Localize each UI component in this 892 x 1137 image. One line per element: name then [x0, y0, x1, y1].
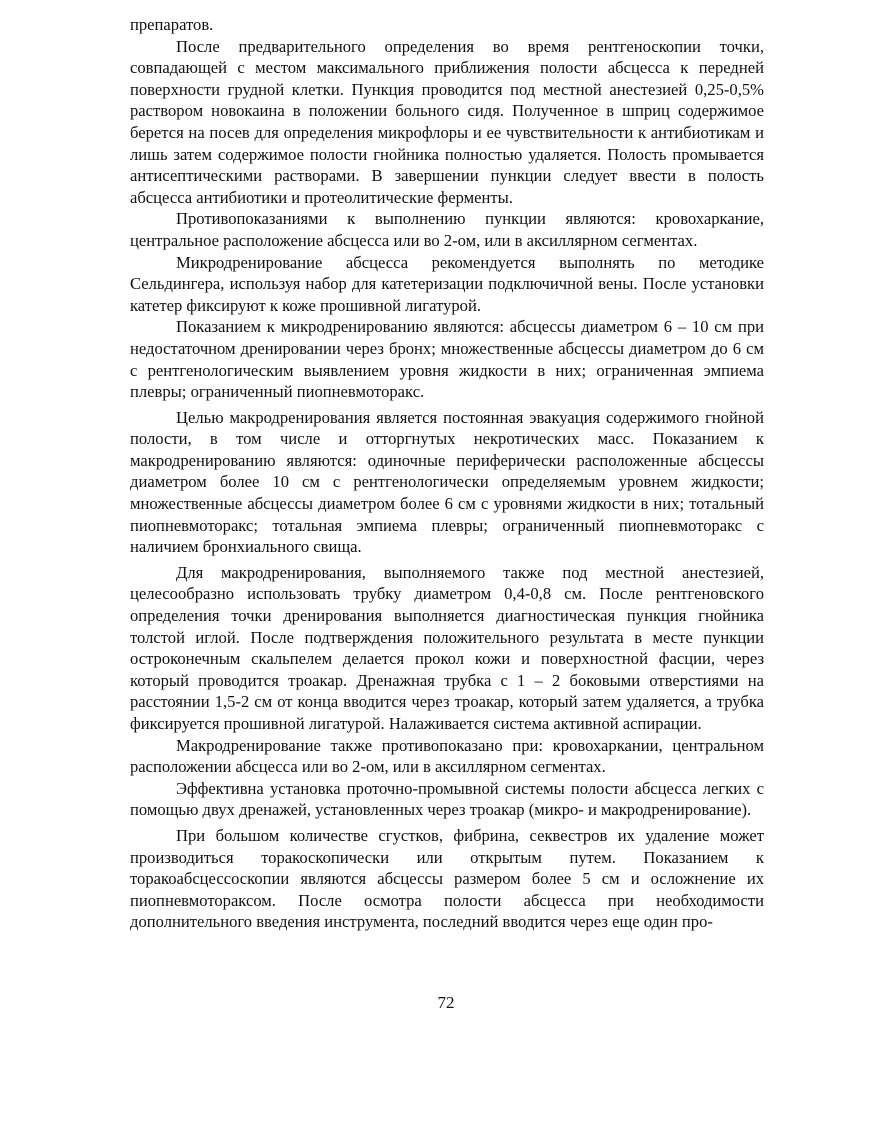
paragraph-microdrainage-indications: Показанием к микродренированию являются: абсцессы диаметром 6 – 10 см при недостаточном дренировании через бронх; множественные абсцессы диаметром до 6 см с рентгенологическим выявлением уровня жидкости в них; ограниченная эмпиема плевры; ограниченный пиопневмоторакс. [130, 317, 764, 402]
paragraph-flow-irrigation-system: Эффективна установка проточно-промывной системы полости абсцесса легких с помощью двух дренажей, установленных через троакар (микро- и макродренирование). [130, 778, 764, 820]
paragraph-macrodrainage-technique: Для макродренирования, выполняемого также под местной анестезией, целесообразно использовать трубку диаметром 0,4-0,8 см. После рентгеновского определения точки дренирования выполняется диагностическая пункция гнойника толстой иглой. После подтверждения положительного результата в месте пункции остроконечным скальпелем делается прокол кожи и поверхностной фасции, через который проводится троакар. Дренажная трубка с 1 – 2 боковыми отверстиями на расстоянии 1,5-2 см от конца вводится через троакар, который затем удаляется, а трубка фиксируется прошивной лигатурой. Налаживается система активной аспирации. [130, 562, 764, 733]
paragraph-continuation: препаратов. [130, 15, 214, 34]
paragraph-thoracoscopy: При большом количестве сгустков, фибрина, секвестров их удаление может производиться торакоскопически или открытым путем. Показанием к торакоабсцессоскопии являются абсцессы размером более 5 см и осложнение их пиопневмотораксом. После осмотра полости абсцесса при необходимости дополнительного введения инструмента, последний вводится через еще один про- [130, 825, 764, 932]
paragraph-macrodrainage-purpose: Целью макродренирования является постоянная эвакуация содержимого гнойной полости, в том числе и отторгнутых некротических масс. Показанием к макродренированию являются: одиночные периферически расположенные абсцессы диаметром более 10 см с рентгенологически определяемым уровнем жидкости; множественные абсцессы диаметром более 6 см с уровнями жидкости в них; тотальный пиопневмоторакс; тотальная эмпиема плевры; ограниченный пиопневмоторакс с наличием бронхиального свища. [130, 407, 764, 557]
paragraph-puncture-procedure: После предварительного определения во время рентгеноскопии точки, совпадающей с местом максимального приближения полости абсцесса к передней поверхности грудной клетки. Пункция проводится под местной анестезией 0,25-0,5% раствором новокаина в положении больного сидя. Полученное в шприц содержимое берется на посев для определения микрофлоры и ее чувствительности к антибиотикам и лишь затем содержимое полости гнойника полностью удаляется. Полость промывается антисептическими растворами. В завершении пункции следует ввести в полость абсцесса антибиотики и протеолитические ферменты. [130, 36, 764, 207]
paragraph-macrodrainage-contraindications: Макродренирование также противопоказано при: кровохаркании, центральном расположении абсцесса или во 2-ом, или в аксиллярном сегментах. [130, 735, 764, 777]
paragraph-puncture-contraindications: Противопоказаниями к выполнению пункции являются: кровохаркание, центральное расположение абсцесса или во 2-ом, или в аксиллярном сегментах. [130, 209, 764, 250]
page-number: 72 [437, 993, 455, 1012]
paragraph-microdrainage: Микродренирование абсцесса рекомендуется выполнять по методике Сельдингера, используя набор для катетеризации подключичной вены. После установки катетер фиксируют к коже прошивной лигатурой. [130, 252, 764, 315]
page-body [130, 14, 764, 933]
